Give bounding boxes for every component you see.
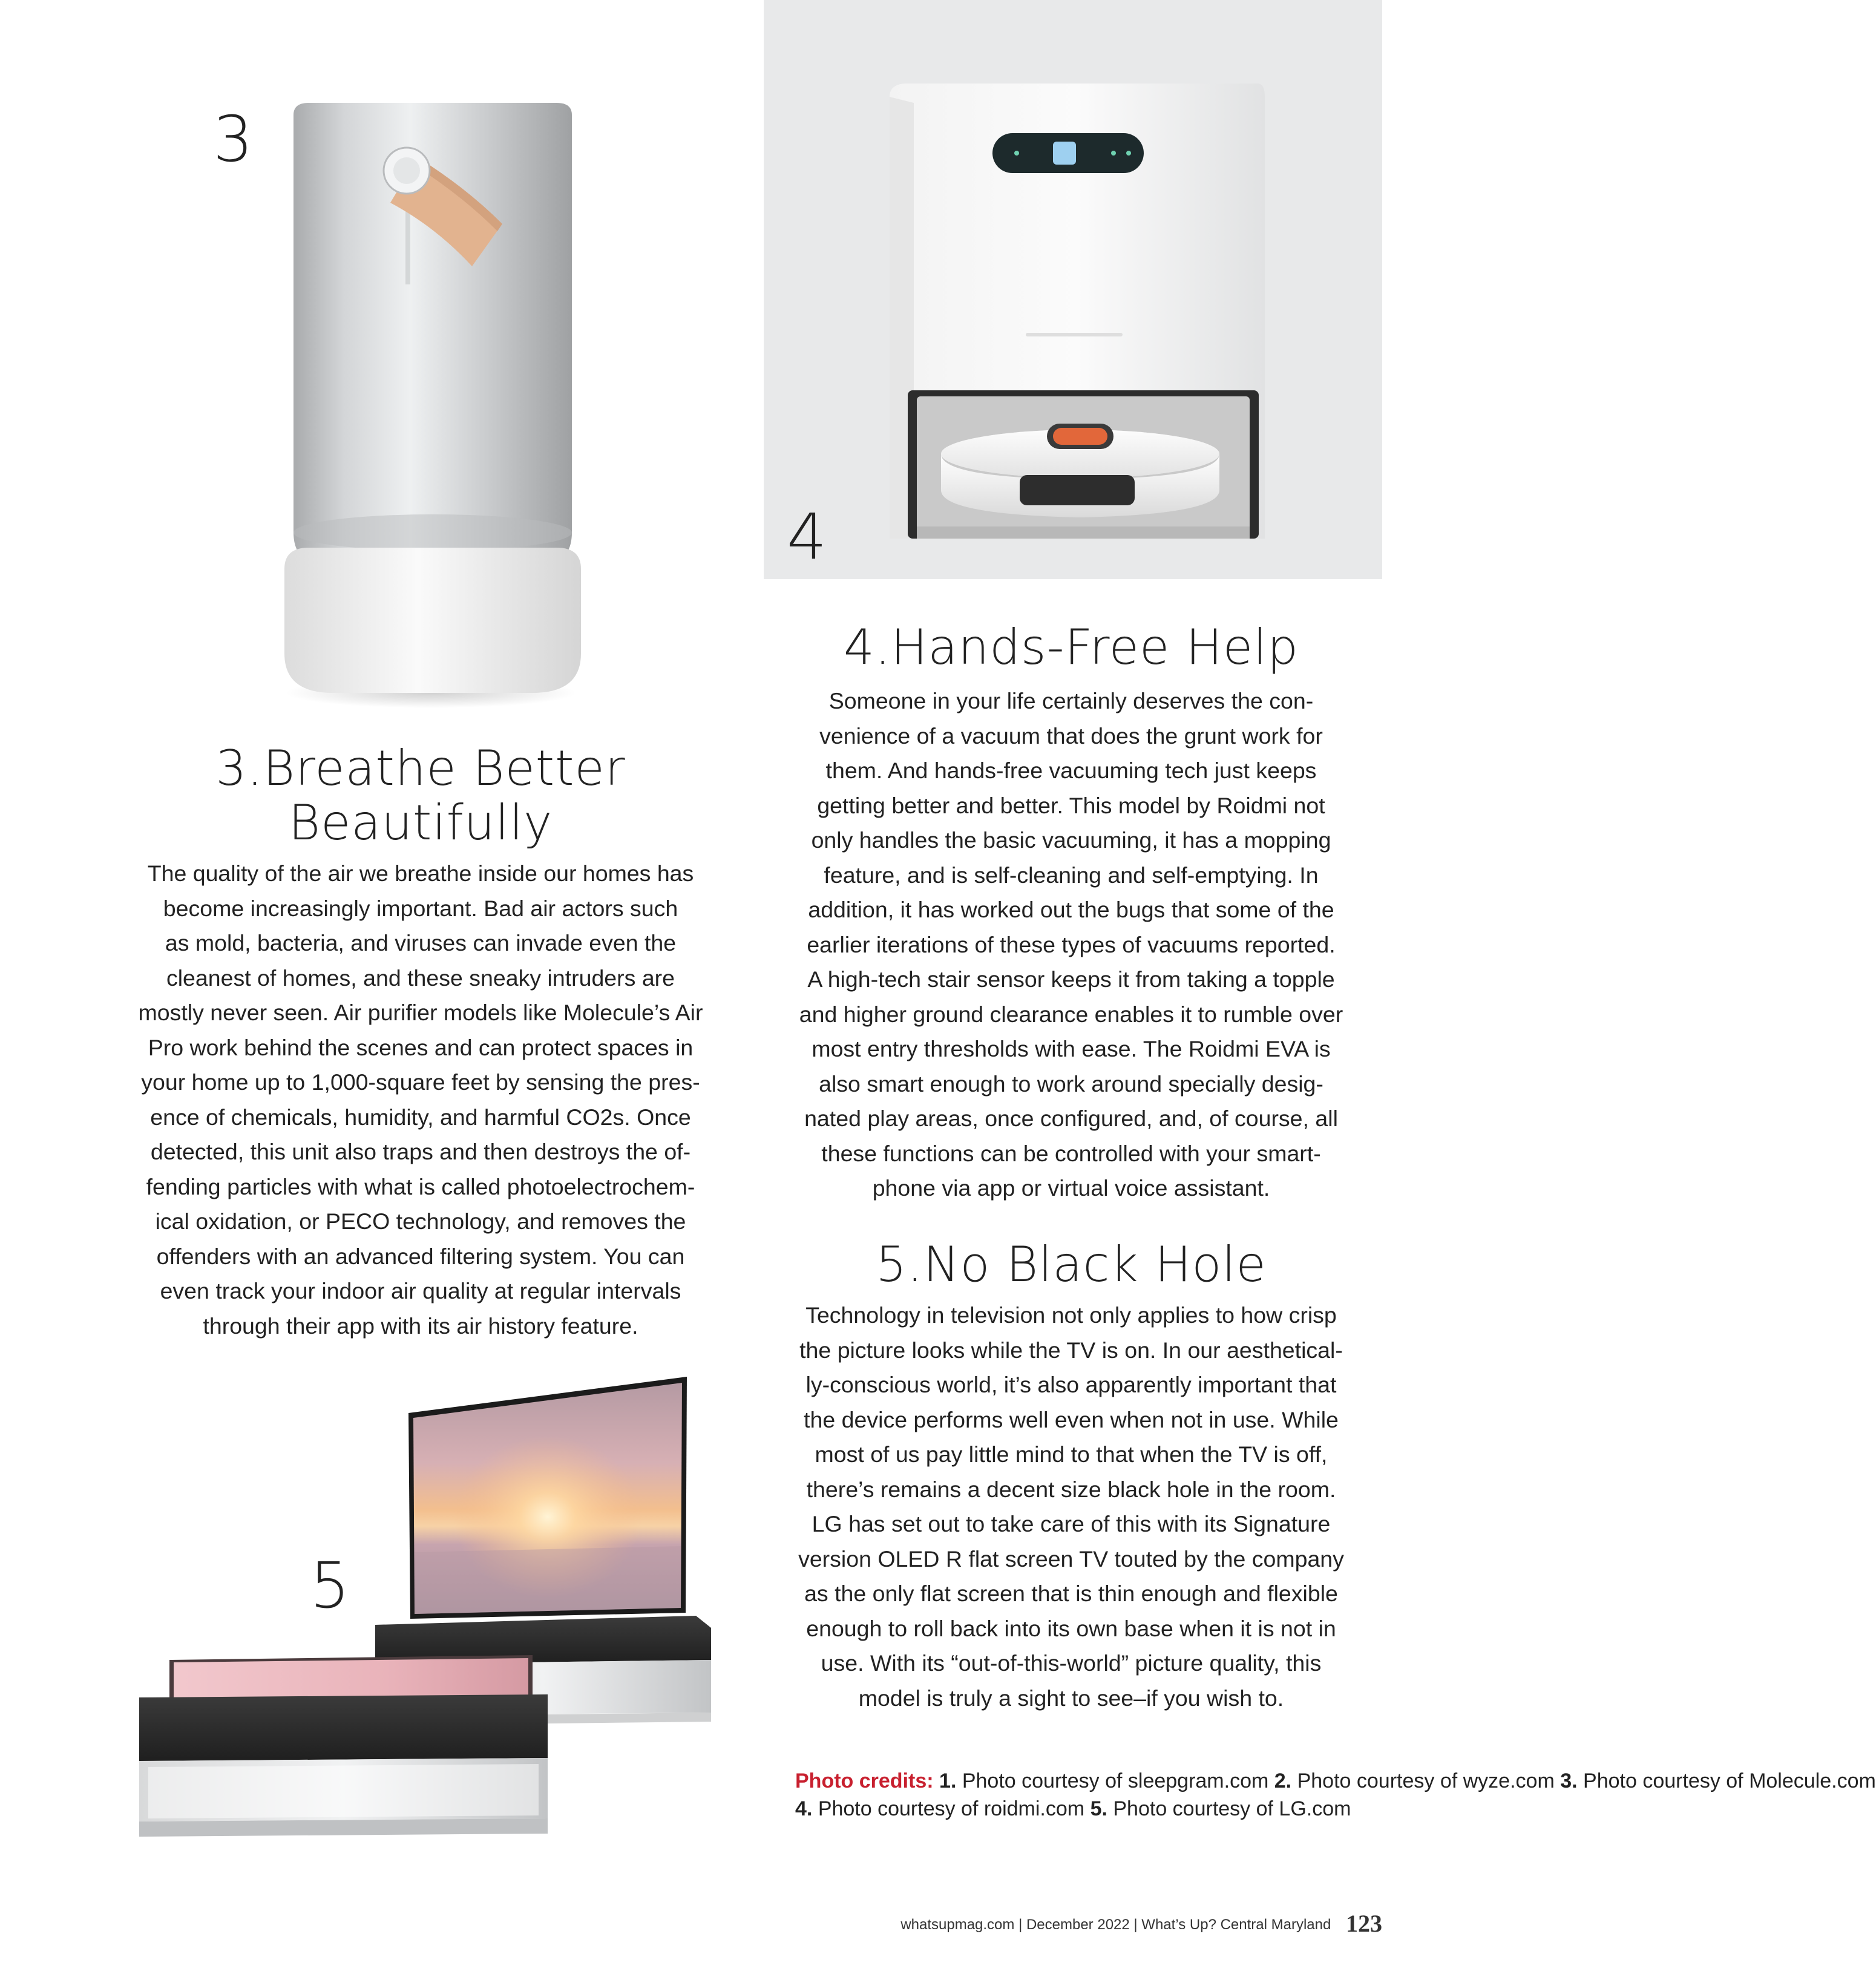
credit-text: Photo courtesy of wyze.com: [1297, 1769, 1555, 1792]
body-line: nated play areas, once configured, and, of course, all: [804, 1106, 1338, 1131]
body-line: as the only flat screen that is thin enough and flexible: [804, 1581, 1338, 1606]
body-line: also smart enough to work around specially desig-: [819, 1071, 1323, 1097]
body-line: The quality of the air we breathe inside our homes has: [147, 861, 694, 886]
body-line: earlier iterations of these types of vacuums reported.: [807, 931, 1336, 957]
body-line: through their app with its air history feature.: [203, 1313, 638, 1339]
body-line: only handles the basic vacuuming, it has a mopping: [811, 827, 1331, 853]
body-line: Someone in your life certainly deserves the con-: [828, 688, 1314, 713]
body-line: these functions can be controlled with your smart-: [821, 1140, 1321, 1166]
body-line: version OLED R flat screen TV touted by the company: [798, 1546, 1344, 1572]
body-line: detected, this unit also traps and then destroys the of-: [150, 1139, 691, 1164]
section-3-heading-line-2: Beautifully: [288, 795, 553, 851]
body-line: addition, it has worked out the bugs that some of the: [808, 897, 1334, 922]
body-line: ence of chemicals, humidity, and harmful CO2s. Once: [150, 1104, 691, 1130]
section-5-heading: [781, 1238, 1362, 1292]
body-line: the device performs well even when not in use. While: [804, 1406, 1339, 1432]
body-line: LG has set out to take care of this with its Signature: [812, 1511, 1331, 1536]
section-3-body: [115, 856, 726, 1343]
credit-text: Photo courtesy of roidmi.com: [818, 1797, 1085, 1820]
credit-text: Photo courtesy of LG.com: [1113, 1797, 1351, 1820]
credit-number: 5.: [1090, 1797, 1107, 1820]
air-purifier-image: [266, 97, 593, 714]
section-4-heading-line-1: 4.Hands-Free Help: [843, 619, 1299, 675]
body-line: there’s remains a decent size black hole in the room.: [806, 1476, 1336, 1502]
product-number-5: 5: [310, 1549, 350, 1622]
body-line: fending particles with what is called photoelectrochem-: [146, 1173, 695, 1199]
body-line: Technology in television not only applies to how crisp: [805, 1302, 1337, 1328]
page-number: 123: [1346, 1910, 1382, 1937]
body-line: even track your indoor air quality at regular intervals: [160, 1278, 681, 1303]
credit-number: 2.: [1274, 1769, 1292, 1792]
body-line: phone via app or virtual voice assistant.: [872, 1175, 1270, 1201]
section-5-heading-line-1: 5.No Black Hole: [876, 1236, 1267, 1293]
credit-text: Photo courtesy of sleepgram.com: [962, 1769, 1269, 1792]
body-line: the picture looks while the TV is on. In our aesthetical-: [799, 1337, 1343, 1363]
photo-credits-label: Photo credits:: [795, 1769, 934, 1792]
page-footer: [900, 1909, 1382, 1938]
product-number-4: 4: [787, 500, 827, 574]
photo-credits: [795, 1767, 1876, 1823]
body-line: most of us pay little mind to that when the TV is off,: [815, 1441, 1328, 1467]
body-line: cleanest of homes, and these sneaky intruders are: [166, 965, 675, 991]
credit-text: Photo courtesy of Molecule.com: [1583, 1769, 1876, 1792]
body-line: and higher ground clearance enables it to rumble over: [799, 1001, 1343, 1027]
body-line: venience of a vacuum that does the grunt work for: [819, 723, 1323, 749]
body-line: them. And hands-free vacuuming tech just keeps: [825, 758, 1317, 783]
body-line: ical oxidation, or PECO technology, and removes the: [155, 1208, 686, 1234]
body-line: mostly never seen. Air purifier models like Molecule’s Air: [138, 1000, 703, 1025]
section-4-body: [769, 684, 1374, 1206]
product-number-3: 3: [213, 102, 254, 176]
body-line: use. With its “out-of-this-world” picture quality, this: [821, 1650, 1322, 1676]
body-line: as mold, bacteria, and viruses can invade even the: [165, 930, 677, 956]
section-3-heading-line-1: 3.Breathe Better: [215, 740, 626, 796]
body-line: most entry thresholds with ease. The Roidmi EVA is: [812, 1036, 1331, 1061]
body-line: model is truly a sight to see–if you wish to.: [858, 1685, 1284, 1711]
section-4-heading: [781, 620, 1362, 675]
body-line: offenders with an advanced filtering system. You can: [156, 1243, 685, 1269]
section-3-heading: [139, 741, 702, 850]
body-line: ly-conscious world, it’s also apparently important that: [805, 1372, 1337, 1397]
credit-number: 1.: [939, 1769, 957, 1792]
body-line: become increasingly important. Bad air actors such: [163, 895, 678, 921]
section-5-body: [769, 1298, 1374, 1716]
body-line: enough to roll back into its own base when it is not in: [806, 1615, 1336, 1641]
robot-vacuum-image: [871, 79, 1283, 551]
body-line: your home up to 1,000-square feet by sensing the pres-: [141, 1069, 700, 1095]
body-line: getting better and better. This model by Roidmi not: [817, 792, 1325, 818]
footer-publication-line: whatsupmag.com | December 2022 | What’s Up? Central Maryland: [900, 1917, 1331, 1933]
body-line: A high-tech stair sensor keeps it from taking a topple: [807, 966, 1335, 992]
body-line: feature, and is self-cleaning and self-emptying. In: [824, 862, 1319, 888]
credit-number: 4.: [795, 1797, 813, 1820]
rollable-tv-image: [130, 1371, 723, 1855]
credit-number: 3.: [1560, 1769, 1578, 1792]
body-line: Pro work behind the scenes and can protect spaces in: [148, 1034, 694, 1060]
